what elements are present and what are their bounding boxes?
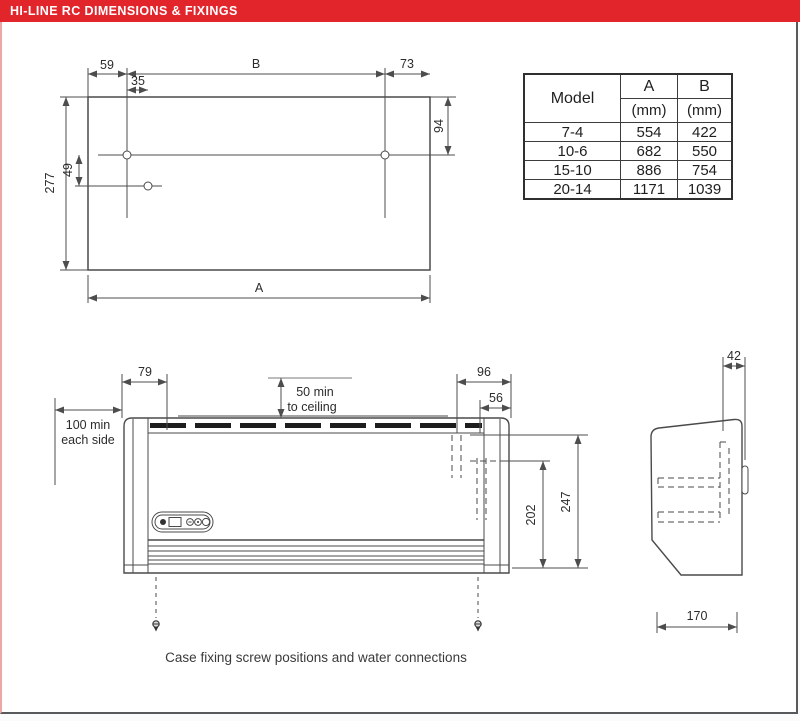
drawing-caption: Case fixing screw positions and water connections bbox=[165, 650, 467, 665]
unit-side-view bbox=[651, 349, 748, 633]
cell-b: 422 bbox=[678, 123, 733, 142]
page-title: HI-LINE RC DIMENSIONS & FIXINGS bbox=[10, 4, 238, 18]
ceiling-label-1: 50 min bbox=[296, 385, 334, 399]
cell-b: 550 bbox=[678, 142, 733, 161]
table-header-a: A bbox=[621, 74, 678, 99]
table-header-model: Model bbox=[524, 74, 621, 123]
cell-a: 554 bbox=[621, 123, 678, 142]
side-view-dimensions bbox=[657, 357, 745, 633]
fixing-holes bbox=[123, 151, 389, 190]
clearance-label-1: 100 min bbox=[65, 418, 111, 432]
table-row bbox=[524, 180, 732, 200]
cell-model: 15-10 bbox=[524, 161, 621, 180]
fixing-hole bbox=[144, 182, 152, 190]
unit-end-caps bbox=[124, 418, 509, 573]
dim-label-35: 35 bbox=[131, 74, 145, 88]
screw-icon bbox=[475, 621, 481, 632]
display-window bbox=[169, 518, 181, 527]
dim-label-b: B bbox=[251, 57, 261, 71]
cell-a: 886 bbox=[621, 161, 678, 180]
cell-b: 1039 bbox=[678, 180, 733, 200]
table-header-b: B bbox=[678, 74, 733, 99]
clearance-label-2: each side bbox=[61, 433, 115, 447]
table-row bbox=[524, 142, 732, 161]
dim-label-277: 277 bbox=[43, 172, 57, 194]
cell-a: 1171 bbox=[621, 180, 678, 200]
dim-label-a: A bbox=[254, 281, 264, 295]
cell-model: 7-4 bbox=[524, 123, 621, 142]
unit-case-outline bbox=[124, 418, 509, 573]
table-row bbox=[524, 123, 732, 142]
control-button bbox=[202, 518, 209, 525]
dim-label-56: 56 bbox=[489, 391, 503, 405]
dim-label-59: 59 bbox=[100, 58, 114, 72]
dim-label-49: 49 bbox=[61, 163, 75, 177]
fixing-hole bbox=[123, 151, 131, 159]
dim-label-42: 42 bbox=[727, 349, 741, 363]
wall-template-drawing bbox=[43, 57, 456, 303]
ceiling-label-2: to ceiling bbox=[287, 400, 337, 414]
power-led bbox=[160, 519, 166, 525]
case-fixing-screws bbox=[153, 577, 481, 632]
control-panel bbox=[152, 512, 213, 532]
side-profile-outline bbox=[651, 419, 742, 575]
side-hidden-pipework bbox=[658, 442, 729, 522]
table-unit-b: (mm) bbox=[678, 99, 733, 123]
dim-label-202: 202 bbox=[524, 504, 538, 526]
template-extension-lines bbox=[60, 68, 456, 303]
dim-label-79: 79 bbox=[138, 365, 152, 379]
dim-label-247: 247 bbox=[559, 491, 573, 513]
page-header bbox=[0, 0, 800, 22]
table-unit-a: (mm) bbox=[621, 99, 678, 123]
hidden-water-connections bbox=[452, 435, 486, 520]
dim-label-73: 73 bbox=[400, 57, 414, 71]
cell-a: 682 bbox=[621, 142, 678, 161]
dimensions-table bbox=[523, 73, 733, 200]
cell-model: 20-14 bbox=[524, 180, 621, 200]
unit-front-view bbox=[55, 365, 588, 632]
cell-model: 10-6 bbox=[524, 142, 621, 161]
template-outline bbox=[88, 97, 430, 270]
cell-b: 754 bbox=[678, 161, 733, 180]
wall-bracket-clip bbox=[742, 466, 748, 494]
dim-label-170: 170 bbox=[686, 609, 708, 623]
dim-label-96: 96 bbox=[477, 365, 491, 379]
table-row bbox=[524, 161, 732, 180]
fixing-hole bbox=[381, 151, 389, 159]
bottom-louvres bbox=[148, 540, 484, 564]
dim-label-94: 94 bbox=[432, 119, 446, 133]
screw-icon bbox=[153, 621, 159, 632]
